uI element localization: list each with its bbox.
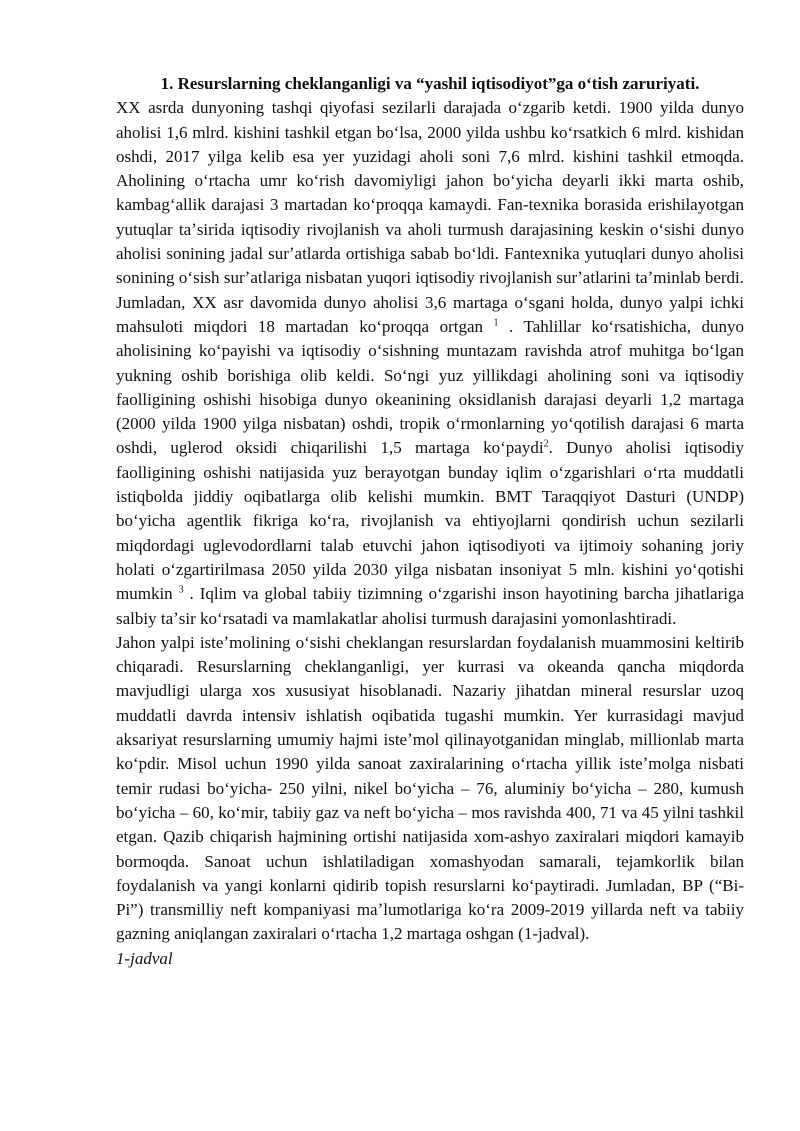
footnote-marker: 2 (543, 438, 549, 450)
body-paragraph-1 (116, 96, 744, 631)
document-page (116, 72, 744, 971)
footnote-marker: 3 (178, 584, 184, 596)
paragraph-text-segment: . Dunyo aholisi iqtisodiy faolligining oshishi natijasida yuz berayotgan bunday iqlim oʻzgarishlari oʻrta muddatli istiqbolda jiddiy oqibatlarga olib kelishi mumkin. BMT Taraqqiyot Dasturi (UNDP) boʻyicha agentlik fikriga koʻra, rivojlanish va ehtiyojlarni qondirish uchun sezilarli miqdordagi uglevodordlarni talab etuvchi jahon iqtisodiyoti va ijtimoiy sohaning joriy holati oʻzgartirilmasa 2050 yilda 2030 yilga nisbatan insoniyat 5 mln. kishini yoʻqotishi mumkin (116, 438, 744, 604)
paragraph-text-segment: . Iqlim va global tabiiy tizimning oʻzgarishi inson hayotining barcha jihatlariga salbiy taʼsir koʻrsatadi va mamlakatlar aholisi turmush darajasini yomonlashtiradi. (116, 584, 745, 628)
paragraph-text-segment: XX asrda dunyoning tashqi qiyofasi sezilarli darajada oʻzgarib ketdi. 1900 yilda dunyo aholisi 1,6 mlrd. kishini tashkil etgan boʻlsa, 2000 yilda ushbu koʻrsatkich 6 mlrd. kishidan oshdi, 2017 yilga kelib esa yer yuzidagi aholi soni 7,6 mlrd. kishini tashkil etmoqda. Aholining oʻrtacha umr koʻrish davomiyligi jahon boʻyicha deyarli ikki marta oshib, kambagʻallik darajasi 3 martadan koʻproqqa kamaydi. Fan-texnika borasida erishilayotgan yutuqlar taʼsirida iqtisodiy rivojlanish va aholi turmush darajasining keskin oʻsishi dunyo aholisi sonining jadal surʼatlarda ortishiga sabab boʻldi. Fantexnika yutuqlari dunyo aholisi sonining oʻsish surʼatlariga nisbatan yuqori iqtisodiy rivojlanish surʼatlarini taʼminlab berdi. Jumladan, XX asr davomida dunyo aholisi 3,6 martaga oʻsgani holda, dunyo yalpi ichki mahsuloti miqdori 18 martadan koʻproqqa ortgan (116, 98, 744, 336)
section-heading: 1. Resurslarning cheklanganligi va “yashil iqtisodiyot”ga oʻtish zaruriyati. (160, 74, 700, 93)
paragraph-text-segment: . Tahlillar koʻrsatishicha, dunyo aholisining koʻpayishi va iqtisodiy oʻsishning muntazam ravishda atrof muhitga boʻlgan yukning oshib borishiga olib keldi. Soʻngi yuz yillikdagi aholining soni va iqtisodiy faolligining oshishi hisobiga dunyo okeanining oksidlanish darajasi deyarli 1,2 martaga (2000 yilda 1900 yilga nisbatan) oshdi, tropik oʻrmonlarning yoʻqotilish darajasi 6 marta oshdi, uglerod oksidi chiqarilishi 1,5 martaga koʻpaydi (116, 316, 744, 458)
body-paragraph-2: Jahon yalpi isteʼmolining oʻsishi cheklangan resurslardan foydalanish muammosini keltirib chiqaradi. Resurslarning cheklanganligi, yer kurrasi va okeanda qancha miqdorda mavjudligi ularga xos xususiyat hisoblanadi. Nazariy jihatdan mineral resurslar uzoq muddatli davrda intensiv ishlatish oqibatida tugashi mumkin. Yer kurrasidagi mavjud aksariyat resurslarning umumiy hajmi isteʼmol qilinayotganidan minglab, millionlab marta koʻpdir. Misol uchun 1990 yilda sanoat zaxiralarining oʻrtacha yillik isteʼmolga nisbati temir rudasi boʻyicha- 250 yilni, nikel boʻyicha – 76, aluminiy boʻyicha – 280, kumush boʻyicha – 60, koʻmir, tabiiy gaz va neft boʻyicha – mos ravishda 400, 71 va 45 yilni tashkil etgan. Qazib chiqarish hajmining ortishi natijasida xom-ashyo zaxiralari miqdori kamayib bormoqda. Sanoat uchun ishlatiladigan xomashyodan samarali, tejamkorlik bilan foydalanish va yangi konlarni qidirib topish resurslarni koʻpaytiradi. Jumladan, BP (“Bi-Pi”) transmilliy neft kompaniyasi maʼlumotlariga koʻra 2009-2019 yillarda neft va tabiiy gazning aniqlangan zaxiralari oʻrtacha 1,2 martaga oshgan (1-jadval). (116, 632, 744, 944)
footnote-marker: 1 (493, 317, 499, 329)
table-caption: 1-jadval (116, 948, 173, 968)
